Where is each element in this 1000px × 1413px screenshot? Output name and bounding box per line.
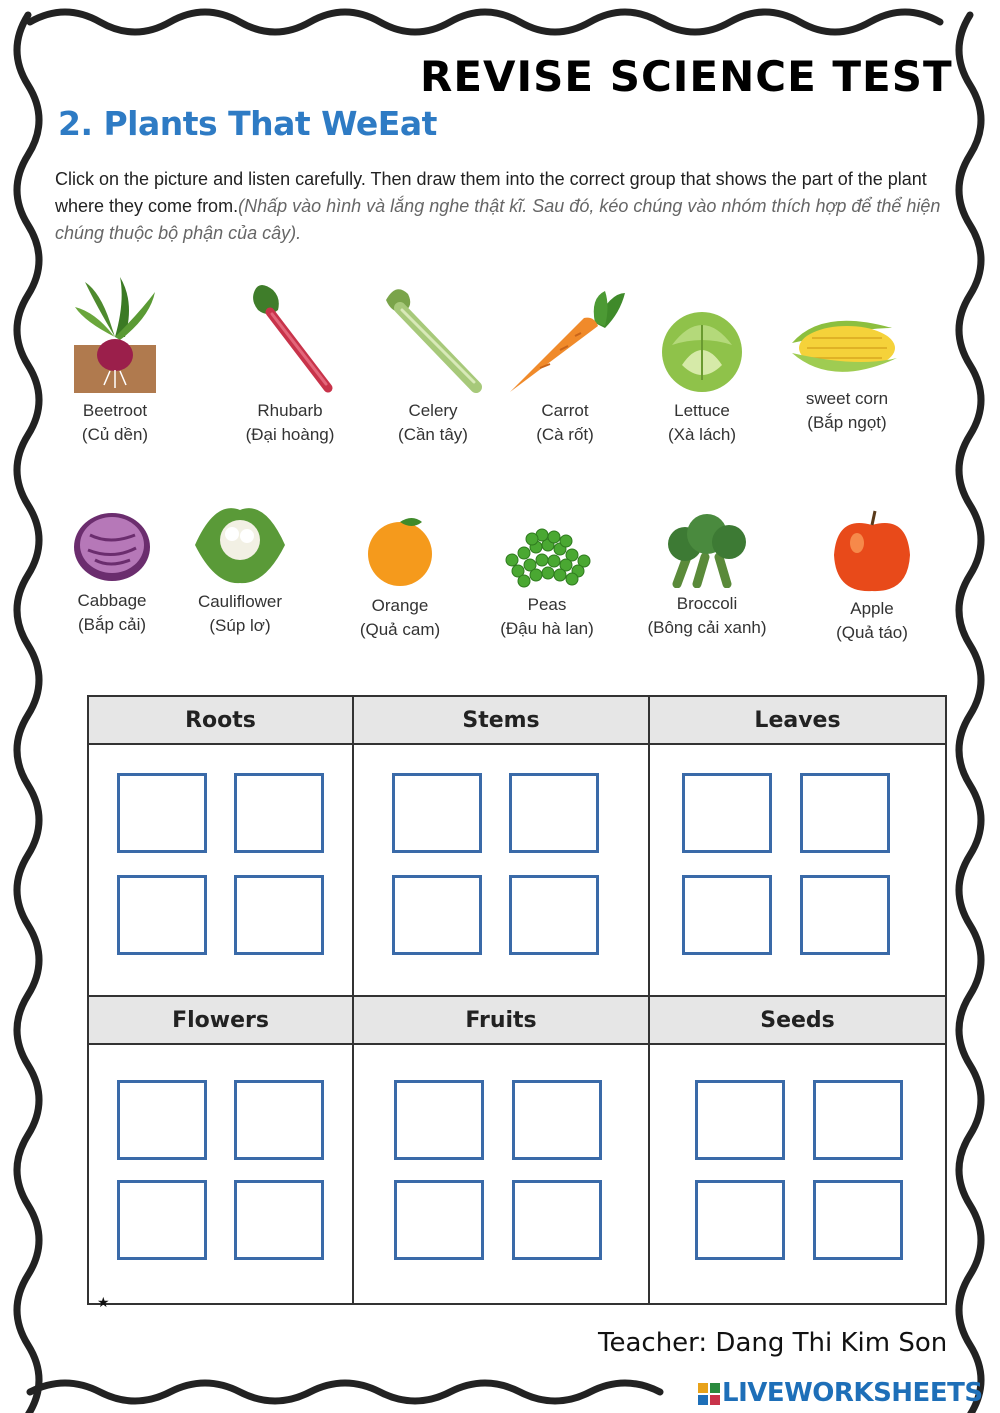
item-orange[interactable] xyxy=(325,510,475,642)
item-label-vn: (Quả cam) xyxy=(359,620,441,639)
drop-box[interactable] xyxy=(512,1180,602,1260)
liveworksheets-logo xyxy=(698,1378,983,1408)
instructions xyxy=(55,166,955,247)
item-label-vn: (Bắp cải) xyxy=(77,615,147,634)
group-header-flowers: Flowers xyxy=(88,996,353,1044)
item-celery[interactable] xyxy=(358,282,508,447)
drop-box[interactable] xyxy=(512,1080,602,1160)
item-label-vn: (Cần tây) xyxy=(398,425,468,444)
pea xyxy=(554,569,566,581)
pea xyxy=(518,547,530,559)
rhubarb-icon xyxy=(240,280,340,395)
drop-box[interactable] xyxy=(394,1180,484,1260)
item-peas[interactable] xyxy=(472,515,622,641)
pea xyxy=(530,569,542,581)
drop-box[interactable] xyxy=(392,875,482,955)
group-header-leaves: Leaves xyxy=(649,696,946,744)
beetroot-icon xyxy=(70,275,160,395)
item-label-vn: (Súp lơ) xyxy=(209,616,271,635)
section-subtitle: 2. Plants That WeEat xyxy=(58,104,437,143)
peas-icon xyxy=(492,515,602,589)
drop-box[interactable] xyxy=(813,1080,903,1160)
pea xyxy=(560,535,572,547)
drop-box[interactable] xyxy=(800,773,890,853)
item-sweet-corn[interactable] xyxy=(772,313,922,435)
celery-icon xyxy=(378,282,488,395)
drop-box[interactable] xyxy=(117,1180,207,1260)
drop-box[interactable] xyxy=(117,773,207,853)
drop-zone-flowers[interactable] xyxy=(89,1045,352,1303)
item-label: Celery xyxy=(408,401,458,420)
drop-box[interactable] xyxy=(234,1080,324,1160)
drop-box[interactable] xyxy=(509,773,599,853)
teacher-credit: Teacher: Dang Thi Kim Son xyxy=(598,1328,948,1358)
drop-box[interactable] xyxy=(234,1180,324,1260)
drop-box[interactable] xyxy=(234,875,324,955)
item-carrot[interactable] xyxy=(490,288,640,447)
drop-zone-leaves[interactable] xyxy=(650,745,945,995)
instructions-vietnamese: (Nhấp vào hình và lắng nghe thật kĩ. Sau đó, kéo chúng vào nhóm thích hợp để thể hiện chúng thuộc bộ phận của cây). xyxy=(55,196,941,243)
pea xyxy=(506,554,518,566)
item-label: Cabbage xyxy=(77,591,147,610)
drop-box[interactable] xyxy=(695,1080,785,1160)
pea xyxy=(518,575,530,587)
pea xyxy=(526,533,538,545)
apple-icon xyxy=(827,505,917,593)
lettuce-icon xyxy=(657,305,747,395)
item-label: Lettuce xyxy=(674,401,730,420)
item-apple[interactable] xyxy=(797,505,947,645)
group-header-fruits: Fruits xyxy=(353,996,649,1044)
pea xyxy=(542,567,554,579)
carrot-icon xyxy=(500,288,630,395)
item-lettuce[interactable] xyxy=(627,305,777,447)
drop-box[interactable] xyxy=(682,773,772,853)
drop-box[interactable] xyxy=(394,1080,484,1160)
drop-box[interactable] xyxy=(695,1180,785,1260)
group-header-seeds: Seeds xyxy=(649,996,946,1044)
item-label: Rhubarb xyxy=(257,401,323,420)
drop-box[interactable] xyxy=(800,875,890,955)
item-label: Cauliflower xyxy=(197,592,283,611)
pea xyxy=(548,555,560,567)
item-label-vn: (Xà lách) xyxy=(667,425,737,444)
cauliflower-icon xyxy=(190,500,290,586)
item-label: Broccoli xyxy=(676,594,738,613)
item-cauliflower[interactable] xyxy=(165,500,315,638)
drop-zone-fruits[interactable] xyxy=(354,1045,648,1303)
item-label-vn: (Cà rốt) xyxy=(536,425,594,444)
item-label: Beetroot xyxy=(82,401,148,420)
group-header-roots: Roots xyxy=(88,696,353,744)
item-rhubarb[interactable] xyxy=(215,280,365,447)
item-label: Carrot xyxy=(541,401,589,420)
item-label-vn: (Đậu hà lan) xyxy=(500,619,594,638)
sorting-table xyxy=(87,695,947,1305)
instructions-english: Click on the picture and listen carefully. Then draw them into the correct group that shows the part of the plant where they come from. xyxy=(55,169,927,216)
item-label-vn: (Củ dền) xyxy=(81,425,149,444)
drop-zone-seeds[interactable] xyxy=(650,1045,945,1303)
pea xyxy=(566,573,578,585)
drop-zone-stems[interactable] xyxy=(354,745,648,995)
pea xyxy=(548,531,560,543)
drop-box[interactable] xyxy=(234,773,324,853)
item-label: sweet corn xyxy=(805,389,889,408)
star-icon: ★ xyxy=(97,1294,110,1310)
page-title: REVISE SCIENCE TEST xyxy=(420,52,953,101)
item-beetroot[interactable] xyxy=(40,275,190,447)
drop-box[interactable] xyxy=(392,773,482,853)
item-broccoli[interactable] xyxy=(632,512,782,640)
drop-box[interactable] xyxy=(509,875,599,955)
item-label: Apple xyxy=(850,599,894,618)
drop-box[interactable] xyxy=(117,875,207,955)
brand-text: LIVEWORKSHEETS xyxy=(722,1378,983,1408)
item-label: Orange xyxy=(371,596,429,615)
drop-box[interactable] xyxy=(813,1180,903,1260)
broccoli-icon xyxy=(657,512,757,588)
group-header-stems: Stems xyxy=(353,696,649,744)
item-label-vn: (Bông cải xanh) xyxy=(647,618,767,637)
item-label-vn: (Quả táo) xyxy=(836,623,908,642)
pea xyxy=(536,554,548,566)
item-label-vn: (Bắp ngọt) xyxy=(807,413,887,432)
cabbage-icon xyxy=(70,505,155,585)
liveworksheets-mark-icon xyxy=(698,1383,720,1405)
corn-icon xyxy=(787,313,907,383)
drop-box[interactable] xyxy=(117,1080,207,1160)
drop-box[interactable] xyxy=(682,875,772,955)
drop-zone-roots[interactable] xyxy=(89,745,352,995)
orange-icon xyxy=(360,510,440,590)
item-label-vn: (Đại hoàng) xyxy=(245,425,335,444)
item-label: Peas xyxy=(527,595,567,614)
